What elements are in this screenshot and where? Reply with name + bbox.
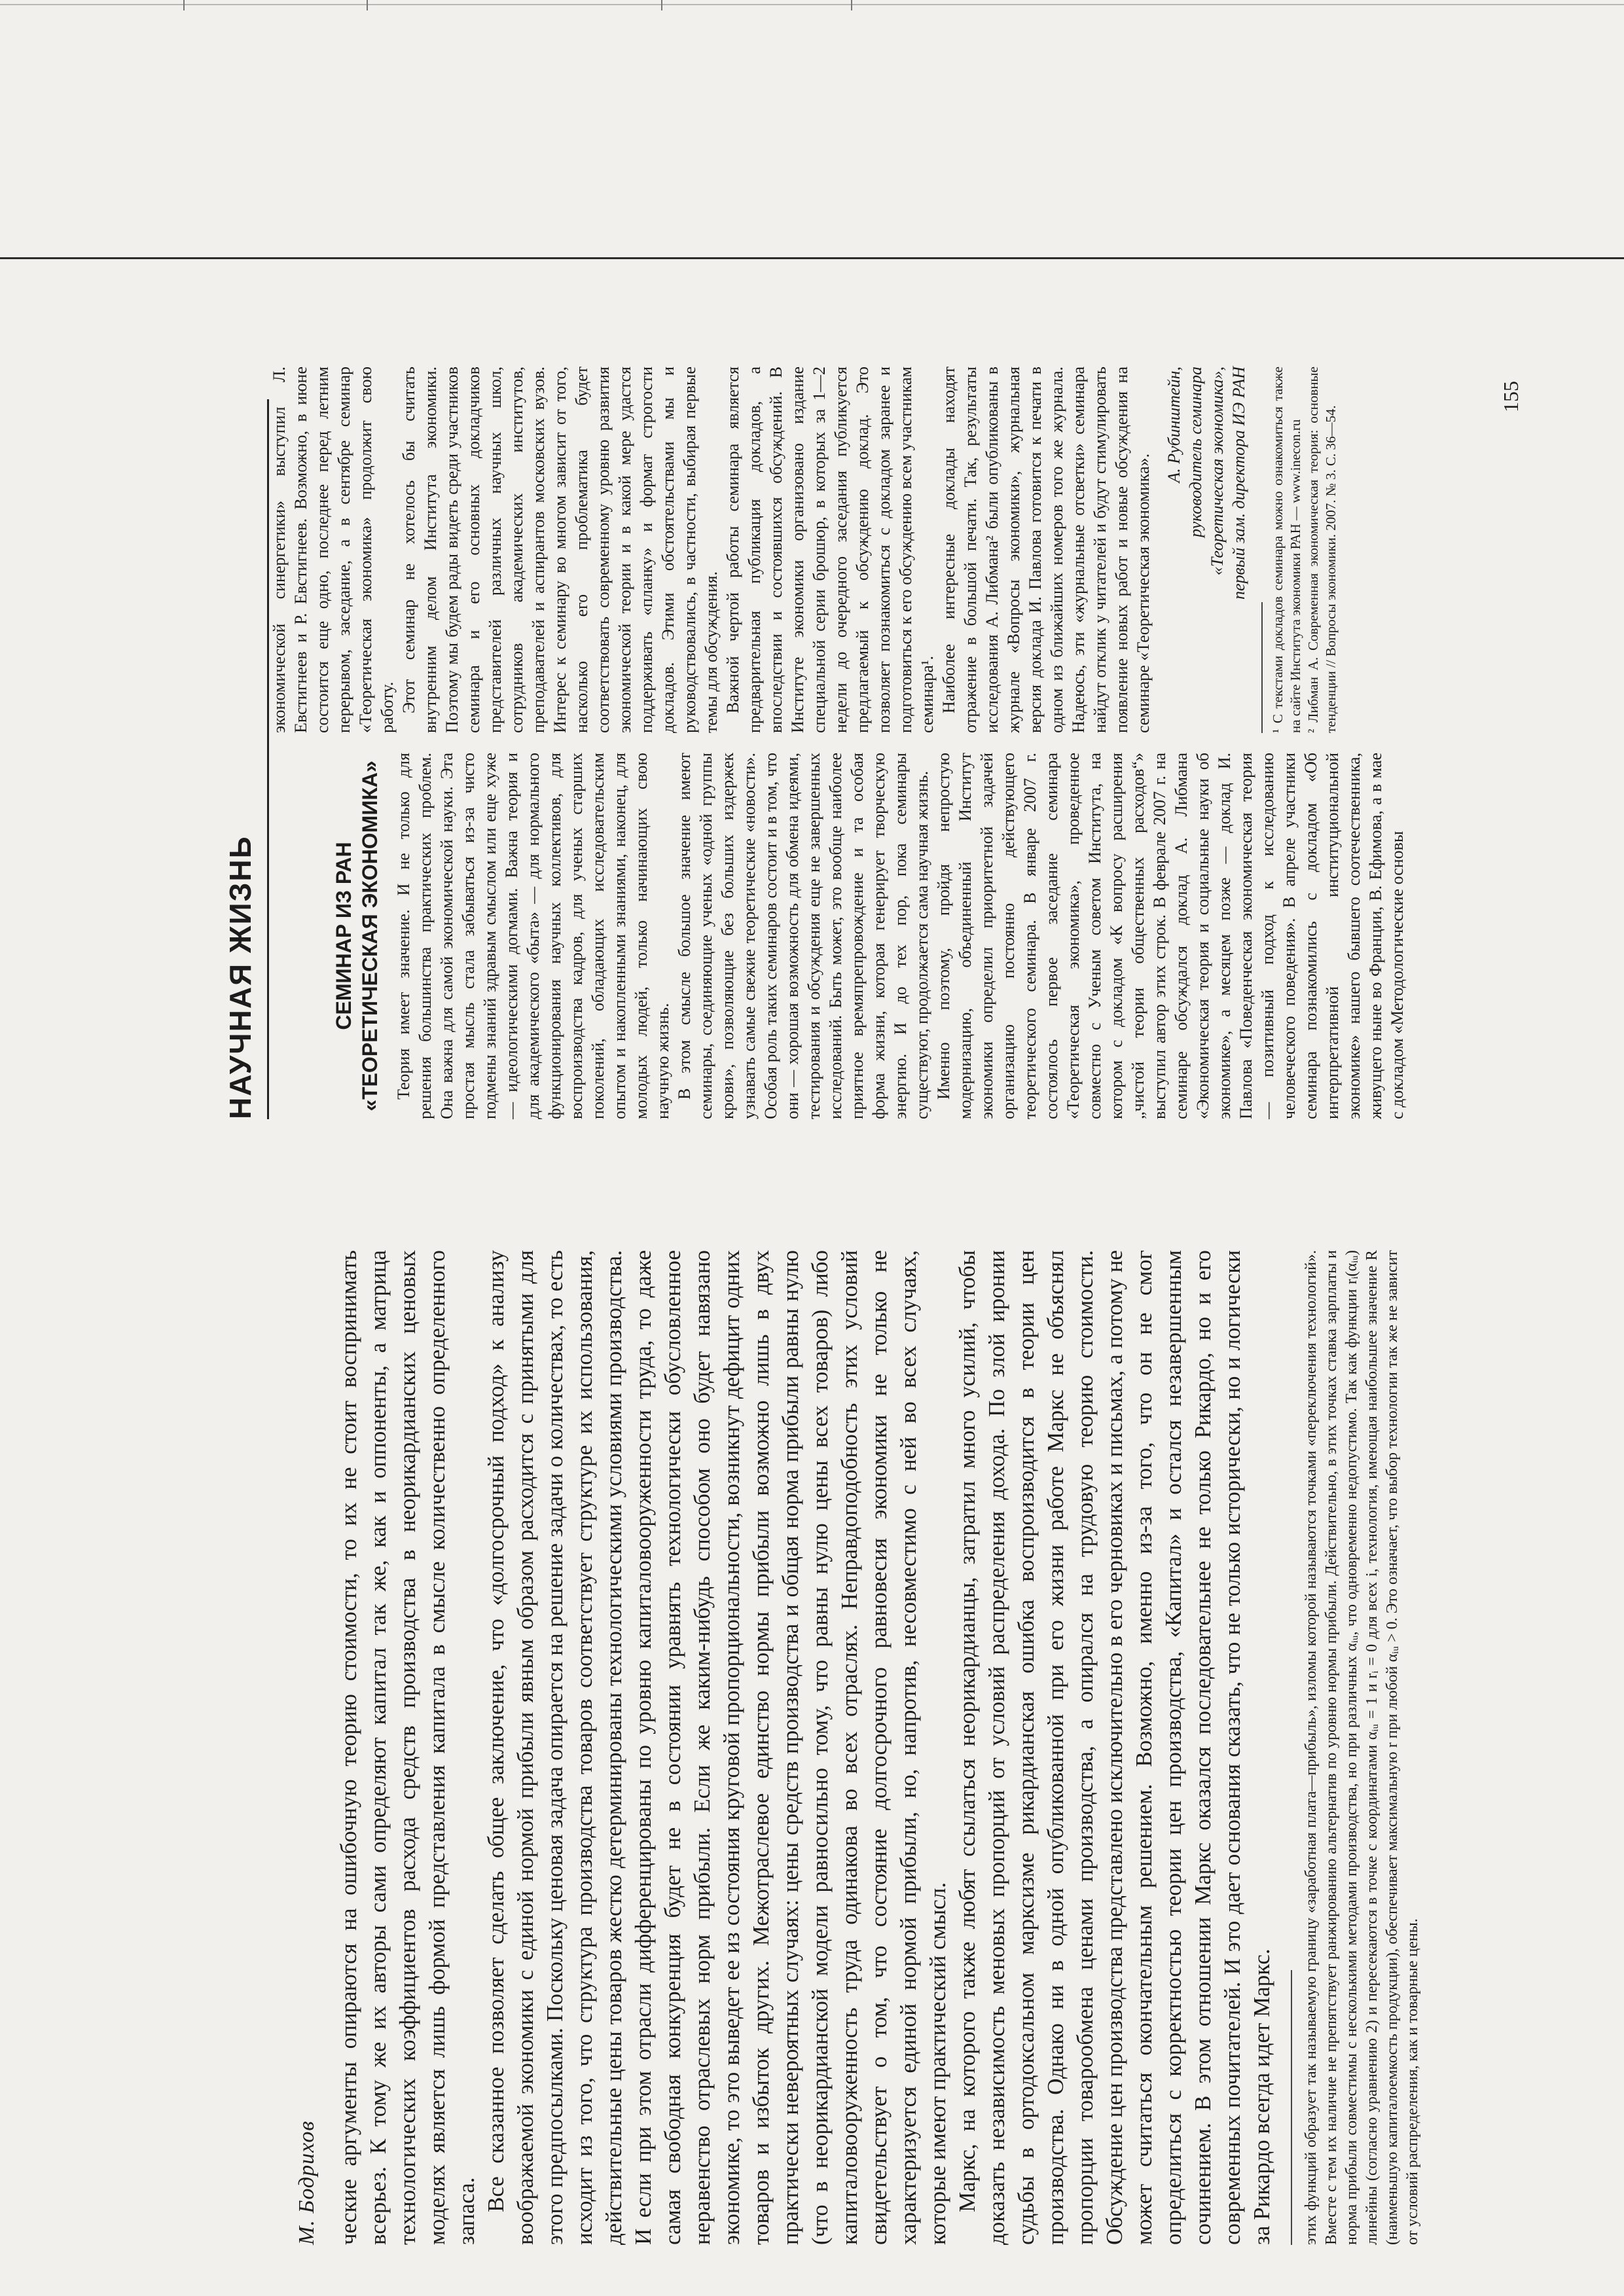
column-paragraph: Этот семинар не хотелось бы считать внутренним делом Института экономики. Поэтому мы будем рады видеть среди участников семинара и его основных докладчиков представителей различных научных школ, сотрудников академических институтов, преподавателей и аспирантов московских вузов. Интерес к семинару во многом зависит от того, насколько его проблематика будет соответствовать современному уровню развития экономической теории и в какой мере удастся поддерживать «планку» и формат строгости докладов. Этими обстоятельствами мы и руководствовались, в частности, выбирая первые темы для обсуждения. bbox=[399, 367, 721, 733]
column-paragraph: экономической синергетики» выступил Л. Евстигнеев и Р. Евстигнеев. Возможно, в июне состоится еще одно, последнее перед летним перерывом, заседание, а в сентябре семинар «Теоретическая экономика» продолжит свою работу. bbox=[270, 367, 397, 733]
scan-mark bbox=[367, 0, 368, 10]
signature bbox=[1163, 367, 1250, 733]
article-title-line: «ТЕОРЕТИЧЕСКАЯ ЭКОНОМИКА» bbox=[358, 761, 382, 1111]
column-paragraph: Наиболее интересные доклады находят отражение в большой печати. Так, результаты исследования А. Либмана² были опубликованы в журнале «Вопросы экономики», журнальная версия доклада И. Павлова готовится к печати в одном из ближайших номеров того же журнала. Надеюсь, эти «журнальные отсветки» семинара найдут отклик у читателей и будут стимулировать появление новых работ и новые обсуждения на семинаре «Теоретическая экономика». bbox=[939, 367, 1153, 733]
running-head: М. Бодрихов bbox=[295, 2120, 319, 2245]
text-column-2 bbox=[268, 367, 1340, 733]
scan-mark bbox=[851, 0, 852, 10]
signature-role: «Теоретическая экономика», bbox=[1208, 367, 1227, 576]
footnote: ² Либман А. Современная экономическая теория: основные тенденции // Вопросы экономики. 2007. № 3. С. 36—54. bbox=[1305, 367, 1339, 733]
text-column-1 bbox=[393, 753, 1408, 1119]
scan-mark bbox=[661, 0, 662, 10]
body-paragraph: ческие аргументы опираются на ошибочную теорию стоимости, то их не стоит воспринимать всерьез. К тому же их авторы сами определяют капитал так же, как и оппоненты, а матрица технологических коэффициентов расхода средств производства в неорикардианских ценовых моделях является лишь формой представления капитала в смысле количественно определенного запаса. bbox=[336, 1250, 479, 2245]
article-body bbox=[334, 1250, 1423, 2245]
page-fold-shadow bbox=[0, 257, 1624, 259]
article-title bbox=[331, 753, 383, 1119]
article-title-line: СЕМИНАР ИЗ РАН bbox=[332, 842, 355, 1030]
body-paragraph: Все сказанное позволяет сделать общее заключение, что «долгосрочный подход» к анализу воображаемой экономики с единой нормой прибыли явным образом расходится с принятыми для этого предпосылками. Поскольку ценовая задача опирается на решение задачи о количествах, то есть исходит из того, что структура производства товаров соответствует структуре их использования, действительные цены товаров жестко детерминированы технологическими условиями производства. И если при этом отрасли дифференцированы по уровню капиталовооруженности труда, то даже самая свободная конкуренция будет не в состоянии уравнять технологически обусловленное неравенство отраслевых норм прибыли. Если же каким-нибудь способом оно будет навязано экономике, то это выведет ее из состояния круговой пропорциональности, возникнут дефицит одних товаров и избыток других. Межотраслевое единство нормы прибыли возможно лишь в двух практически невероятных случаях: цены средств производства и общая норма прибыли равны нулю (что в неорикардианской модели равносильно тому, что равны нулю цены всех товаров) либо капиталовооруженность труда одинакова во всех отраслях. Неправдоподобность этих условий свидетельствует о том, что состояние долгосрочного равновесия экономики не только не характеризуется единой нормой прибыли, но, напротив, несовместимо с ней во всех случаях, которые имеют практический смысл. bbox=[483, 1250, 950, 2245]
section-title: НАУЧНАЯ ЖИЗНЬ bbox=[223, 399, 269, 1119]
column-paragraph: В этом смысле большое значение имеют семинары, соединяющие ученых «одной группы крови», позволяющие без больших издержек узнавать самые свежие теоретические «новости». Особая роль таких семинаров состоит и в том, что они — хорошая возможность для обмена идеями, тестирования и обсуждения еще не завершенных исследований. Быть может, это вообще наиболее приятное времяпрепровождение и та особая форма жизни, которая генерирует творческую энергию. И до тех пор, пока семинары существуют, продолжается сама научная жизнь. bbox=[675, 753, 931, 1119]
footnote-rule bbox=[1291, 1970, 1292, 2245]
column-paragraph: Именно поэтому, пройдя непростую модернизацию, объединенный Институт экономики определил приоритетной задачей организацию постоянно действующего теоретического семинара. В январе 2007 г. состоялось первое заседание семинара «Теоретическая экономика», проведенное совместно с Ученым советом Института, на котором с докладом «К вопросу расширения „чистой теории общественных расходов“» выступил автор этих строк. В феврале 2007 г. на семинаре обсуждался доклад А. Либмана «Экономическая теория и социальные науки об экономике», а месяцем позже — доклад И. Павлова «Поведенческая экономическая теория — позитивный подход к исследованию человеческого поведения». В апреле участники семинара познакомились с докладом «Об интерпретативной институциональной экономике» нашего бывшего соотечественника, живущего ныне во Франции, В. Ефимова, а в мае с докладом «Методологические основы bbox=[934, 753, 1407, 1119]
rotated-book-spread bbox=[196, 327, 1584, 2291]
body-paragraph: Маркс, на которого также любят ссылаться неорикардианцы, затратил много усилий, чтобы доказать независимость меновых пропорций от условий распределения дохода. По злой иронии судьбы в ортодоксальном марксизме рикардианская ошибка воспроизводится в теории цен производства. Однако ни в одной опубликованной при его жизни работе Маркс не объяснял пропорции товарообмена ценами производства, а опирался на трудовую теорию стоимости. Обсуждение цен производства представлено исключительно в его черновиках и письмах, а потому не может считаться окончательным решением. Возможно, именно из-за того, что он не смог определиться с корректностью теории цен производства, «Капитал» и остался незавершенным сочинением. В этом отношении Маркс оказался последовательнее не только Рикардо, но и его современных почитателей. И это дает основания сказать, что не только исторически, но и логически за Рикардо всегда идет Маркс. bbox=[954, 1250, 1274, 2245]
signature-role: руководитель семинара bbox=[1186, 367, 1205, 538]
signature-role: первый зам. директора ИЭ РАН bbox=[1229, 367, 1248, 600]
footnote: этих функций образует так называемую границу «заработная плата—прибыль», изломы которой называются точками «переключения технологий». Вместе с тем их наличие не препятствует ранжированию альтернатив по уровню нормы прибыли. Действительно, в этих точках ставка зарплаты и норма прибыли совместимы с несколькими методами производства, но при различных αᵢᵤ, что одновременно недопустимо. Так как функции rᵢ(αᵢᵤ) линейны (согласно уравнению 2) и пересекаются в точке с координатами αᵢᵤ = 1 и rᵢ = 0 для всех i, технология, имеющая наибольшее значение R (наименьшую капиталоемкость продукции), обеспечивает максимальную r при любой αᵢᵤ > 0. Это означает, что выбор технологии так же не зависит от условий распределения, как и товарные цены. bbox=[1303, 1250, 1421, 2245]
page-number: 155 bbox=[1499, 381, 1523, 412]
footnote: ¹ С текстами докладов семинара можно ознакомиться также на сайте Института экономики РАН — www.inecon.ru bbox=[1270, 367, 1303, 733]
scan-mark bbox=[183, 0, 185, 10]
right-page bbox=[196, 327, 1584, 1139]
scan-edge-top bbox=[0, 4, 1624, 5]
left-page bbox=[196, 1191, 1584, 2291]
column-paragraph: Теория имеет значение. И не только для решения большинства практических проблем. Она важна для самой экономической науки. Эта простая мысль стала забываться из-за чисто подмены знаний здравым смыслом или еще хуже — идеологическими догмами. Важна теория и для академического «быта» — для нормального функционирования научных коллективов, для воспроизводства кадров, для ученых старших поколений, обладающих исследовательским опытом и накопленными знаниями, наконец, для молодых людей, только начинающих свою научную жизнь. bbox=[394, 753, 672, 1119]
signature-name: А. Рубинштейн, bbox=[1164, 367, 1183, 483]
footnote-rule bbox=[1261, 602, 1263, 733]
column-paragraph: Важной чертой работы семинара является предварительная публикация докладов, а впоследствии и состоявшихся обсуждений. В Институте экономики организовано издание специальной серии брошюр, в которых за 1—2 недели до очередного заседания публикуется предлагаемый к обсуждению доклад. Это позволяет познакомиться с докладом заранее и подготовиться к его обсуждению всем участникам семинара¹. bbox=[723, 367, 937, 733]
